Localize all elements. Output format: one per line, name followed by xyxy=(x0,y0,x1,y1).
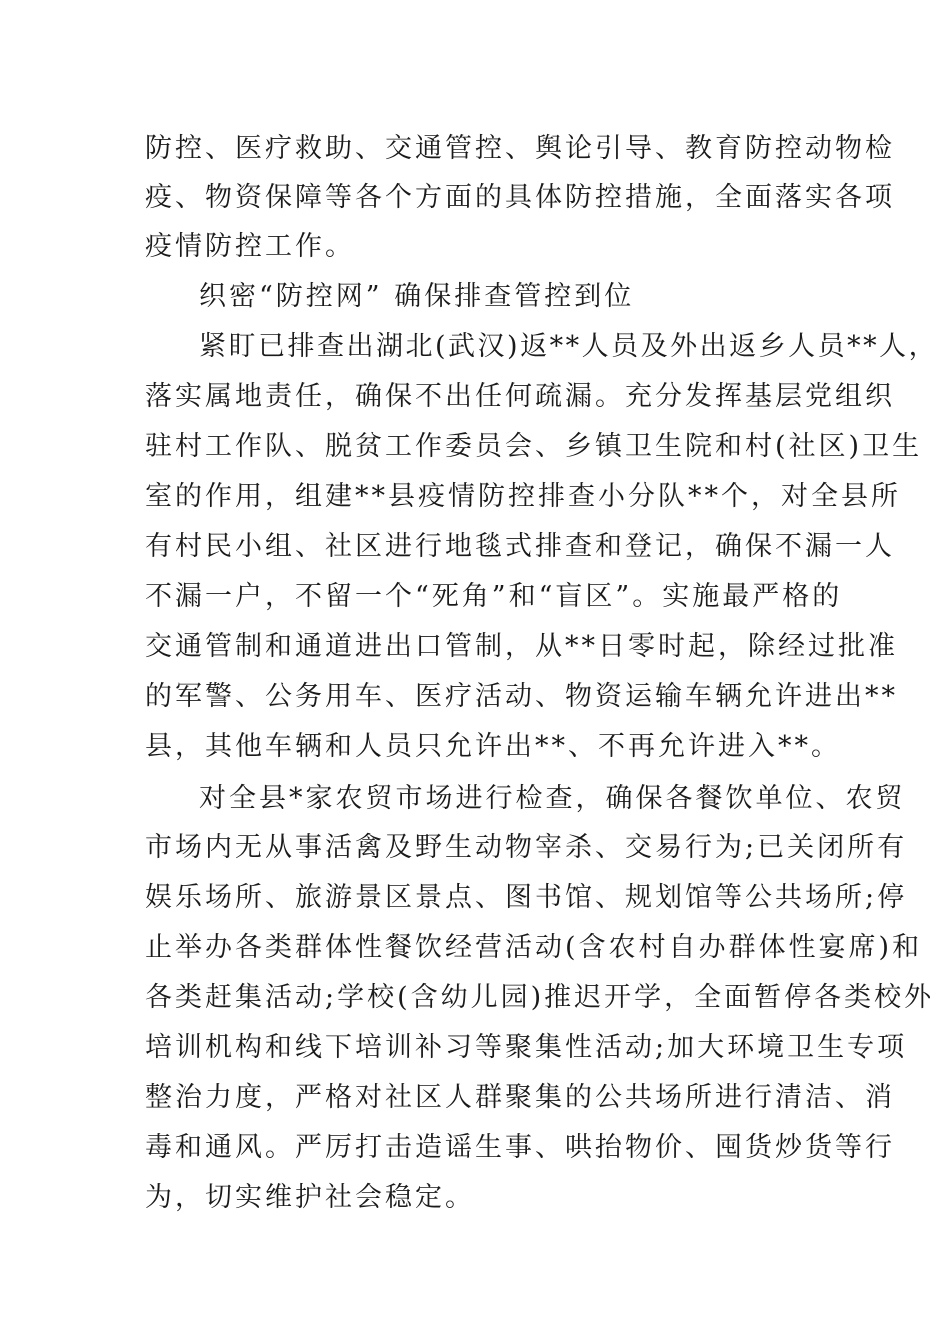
text-line: 疫、物资保障等各个方面的具体防控措施，全面落实各项 xyxy=(145,182,895,213)
text-line: 培训机构和线下培训补习等聚集性活动;加大环境卫生专项 xyxy=(145,1032,908,1063)
text-line: 防控、医疗救助、交通管控、舆论引导、教育防控动物检 xyxy=(145,133,895,164)
text-line: 落实属地责任，确保不出任何疏漏。充分发挥基层党组织 xyxy=(145,381,895,412)
text-line: 不漏一户，不留一个“死角”和“盲区”。实施最严格的 xyxy=(145,581,843,612)
text-line: 对全县*家农贸市场进行检查，确保各餐饮单位、农贸 xyxy=(199,783,906,814)
text-line: 县，其他车辆和人员只允许出**、不再允许进入**。 xyxy=(145,731,841,762)
text-line: 毒和通风。严厉打击造谣生事、哄抬物价、囤货炒货等行 xyxy=(145,1132,895,1163)
text-line: 各类赶集活动;学校(含幼儿园)推迟开学，全面暂停各类校外 xyxy=(145,982,935,1013)
text-line: 市场内无从事活禽及野生动物宰杀、交易行为;已关闭所有 xyxy=(145,832,908,863)
text-line: 整治力度，严格对社区人群聚集的公共场所进行清洁、消 xyxy=(145,1082,895,1113)
section-heading: 织密“防控网” 确保排查管控到位 xyxy=(199,281,635,312)
text-line: 有村民小组、社区进行地毯式排查和登记，确保不漏一人 xyxy=(145,531,895,562)
text-line: 室的作用，组建**县疫情防控排查小分队**个，对全县所 xyxy=(145,481,901,512)
text-line: 驻村工作队、脱贫工作委员会、乡镇卫生院和村(社区)卫生 xyxy=(145,431,923,462)
text-line: 为，切实维护社会稳定。 xyxy=(145,1182,475,1213)
text-line: 娱乐场所、旅游景区景点、图书馆、规划馆等公共场所;停 xyxy=(145,882,908,913)
text-line: 止举办各类群体性餐饮经营活动(含农村自办群体性宴席)和 xyxy=(145,932,923,963)
text-line: 紧盯已排查出湖北(武汉)返**人员及外出返乡人员**人， xyxy=(199,331,939,362)
text-line: 的军警、公务用车、医疗活动、物资运输车辆允许进出** xyxy=(145,681,898,712)
text-line: 交通管制和通道进出口管制，从**日零时起，除经过批准 xyxy=(145,631,898,662)
text-line: 疫情防控工作。 xyxy=(145,231,355,262)
